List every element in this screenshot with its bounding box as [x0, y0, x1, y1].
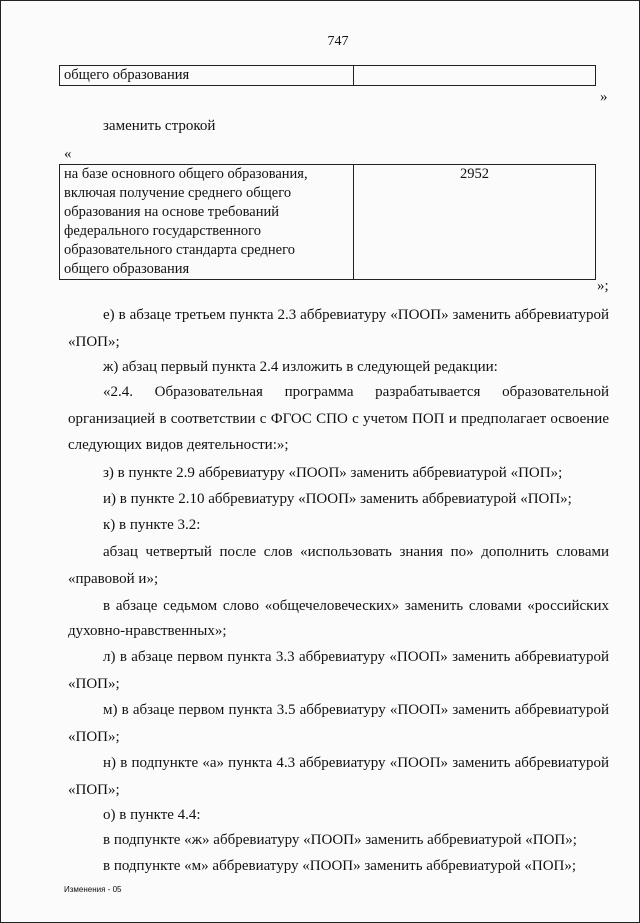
table-main-line: общего образования: [64, 261, 190, 277]
table-main: [59, 164, 596, 280]
item-m-line-1: м) в абзаце первом пункта 3.5 аббревиатуру «ПООП» заменить аббревиатурой: [103, 702, 609, 718]
table-main-line: включая получение среднего общего: [64, 185, 292, 201]
quote-line-1: «2.4. Образовательная программа разрабатывается образовательной: [103, 384, 609, 400]
item-o-sub-1: в подпункте «ж» аббревиатуру «ПООП» заменить аббревиатурой «ПОП»;: [103, 832, 577, 848]
open-quote: «: [64, 146, 72, 162]
item-m-line-2: «ПОП»;: [68, 729, 120, 745]
replace-with-text: заменить строкой: [103, 118, 216, 134]
table-main-line: на базе основного общего образования,: [64, 166, 308, 182]
item-e-line-2: «ПОП»;: [68, 334, 120, 350]
table-top-left-cell: общего образования: [60, 66, 354, 86]
footer-note: Изменения - 05: [64, 885, 122, 894]
closing-quote-2: »;: [597, 278, 609, 294]
table-top-right-cell: [354, 66, 596, 86]
item-l-line-2: «ПОП»;: [68, 676, 120, 692]
quote-line-2: организацией в соответствии с ФГОС СПО с учетом ПОП и предполагает освоение: [68, 411, 609, 427]
item-e-line-1: е) в абзаце третьем пункта 2.3 аббревиатуру «ПООП» заменить аббревиатурой: [103, 307, 609, 323]
item-k-para-2-line-2: духовно-нравственных»;: [68, 623, 227, 639]
item-o: о) в пункте 4.4:: [103, 807, 201, 823]
item-k-para-1-line-1: абзац четвертый после слов «использовать знания по» дополнить словами: [103, 544, 609, 560]
item-o-sub-2: в подпункте «м» аббревиатуру «ПООП» заменить аббревиатурой «ПОП»;: [103, 858, 577, 874]
table-main-left-cell: [60, 165, 354, 280]
page-number: 747: [327, 34, 349, 49]
item-l-line-1: л) в абзаце первом пункта 3.3 аббревиатуру «ПООП» заменить аббревиатурой: [103, 649, 609, 665]
item-n-line-1: н) в подпункте «а» пункта 4.3 аббревиатуру «ПООП» заменить аббревиатурой: [103, 755, 609, 771]
table-main-value: 2952: [354, 165, 596, 280]
item-k: к) в пункте 3.2:: [103, 517, 201, 533]
item-i: и) в пункте 2.10 аббревиатуру «ПООП» заменить аббревиатурой «ПОП»;: [103, 491, 572, 507]
item-zh: ж) абзац первый пункта 2.4 изложить в следующей редакции:: [103, 359, 498, 375]
quote-line-3: следующих видов деятельности:»;: [68, 437, 289, 453]
item-k-para-1-line-2: «правовой и»;: [68, 571, 159, 587]
item-k-para-2-line-1: в абзаце седьмом слово «общечеловеческих» заменить словами «российских: [103, 598, 609, 614]
closing-quote-1: »: [600, 89, 608, 105]
table-top: [59, 65, 596, 86]
table-main-line: образовательного стандарта среднего: [64, 242, 295, 258]
item-z: з) в пункте 2.9 аббревиатуру «ПООП» заменить аббревиатурой «ПОП»;: [103, 465, 563, 481]
table-main-line: федерального государственного: [64, 223, 262, 239]
item-n-line-2: «ПОП»;: [68, 782, 120, 798]
table-main-line: образования на основе требований: [64, 204, 280, 220]
